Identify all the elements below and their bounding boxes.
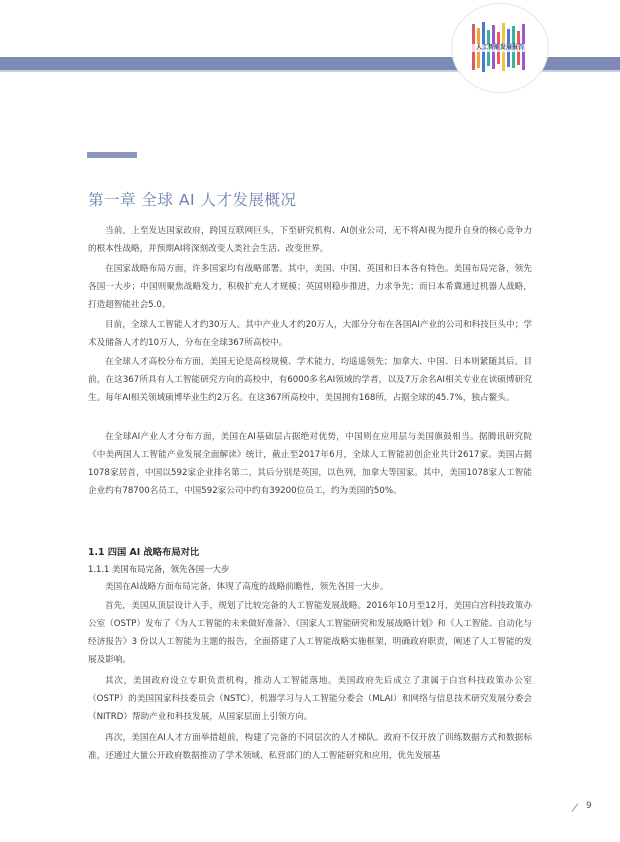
section-paragraph-1: 美国在AI战略方面布局完备，体现了高度的战略前瞻性，领先各国一大步。 [105,582,389,592]
paragraph-3: 目前，全球人工智能人才约30万人。其中产业人才约20万人，大部分分布在各国AI产业的公司和科技巨头中；学术及储备人才约10万人，分布在全球367所高校中。 [88,320,532,348]
paragraph-5: 在全球AI产业人才分布方面，美国在AI基础层占据绝对优势，中国则在应用层与美国旗鼓相当。据腾讯研究院《中美两国人工智能产业发展全面解读》统计，截止至2017年6月，全球人工智能初创企业共计2617家。美国占据1078家居首，中国以592家企业排名第二，其后分别是英国，以色列，加拿大等国家。其中，美国1078家人工智能企业约有78700名员工，中国592家公司中约有39200位员工，约为美国的50%。 [88,432,532,496]
chapter-accent-bar [87,152,137,158]
section-paragraph-3: 其次，美国政府设立专职负责机构，推动人工智能落地。美国政府先后成立了隶属于白宫科技政策办公室（OSTP）的美国国家科技委员会（NSTC），机器学习与人工智能分委会（MLAI）和网络与信息技术研究发展分委会（NITRD）帮助产业和科技发展，从国家层面上引领方向。 [88,676,532,722]
report-logo [452,4,548,92]
paragraph-1: 当前，上至发达国家政府，跨国互联网巨头，下至研究机构、AI创业公司，无不将AI视为提升自身的核心竞争力的根本性战略，并预期AI将深刻改变人类社会生活、改变世界。 [88,226,532,254]
page-number [570,801,592,811]
section-paragraph-4: 再次，美国在AI人才方面举措超前，构建了完备的不同层次的人才梯队。政府不仅开放了训练数据方式和数据标准，还通过大量公开政府数据推动了学术领域、私营部门的人工智能研究和应用，优先发展基 [88,733,532,761]
subsection-title: 1.1.1 美国布局完备，领先各国一大步 [88,564,230,574]
paragraph-4: 在全球人才高校分布方面，美国无论是高校规模、学术能力，均遥遥领先；加拿大、中国、日本则紧随其后。目前，在这367所具有人工智能研究方向的高校中，有6000多名AI领域的学者，以及7万余名AI相关专业在读硕博研究生。每年AI相关领域硕博毕业生约2万名。在这367所高校中，美国拥有168所，占据全球的45.7%，独占鳌头。 [88,357,532,403]
page-number-value: 9 [586,801,592,811]
section-title: 1.1 四国 AI 战略布局对比 [88,547,200,558]
chapter-title: 第一章 全球 AI 人才发展概况 [88,191,297,209]
logo-text: 人工智能发展报告 [462,44,538,52]
section-paragraph-2: 首先，美国从顶层设计入手，规划了比较完备的人工智能发展战略。2016年10月至12月，美国白宫科技政策办公室（OSTP）发布了《为人工智能的未来做好准备》、《国家人工智能研究和发展战略计划》和《人工智能、自动化与经济报告》3 份以人工智能为主题的报告，全面搭建了人工智能战略实施框架，明确政府职责，阐述了人工智能的发展及影响。 [88,601,532,665]
paragraph-2: 在国家战略布局方面，许多国家均有战略部署。其中，美国、中国、英国和日本各有特色。美国布局完备，领先各国一大步；中国则聚焦战略发力，积极扩充人才规模；英国则稳步推进，力求争先；而日本希冀通过机器人战略，打造超智能社会5.0。 [88,264,532,310]
